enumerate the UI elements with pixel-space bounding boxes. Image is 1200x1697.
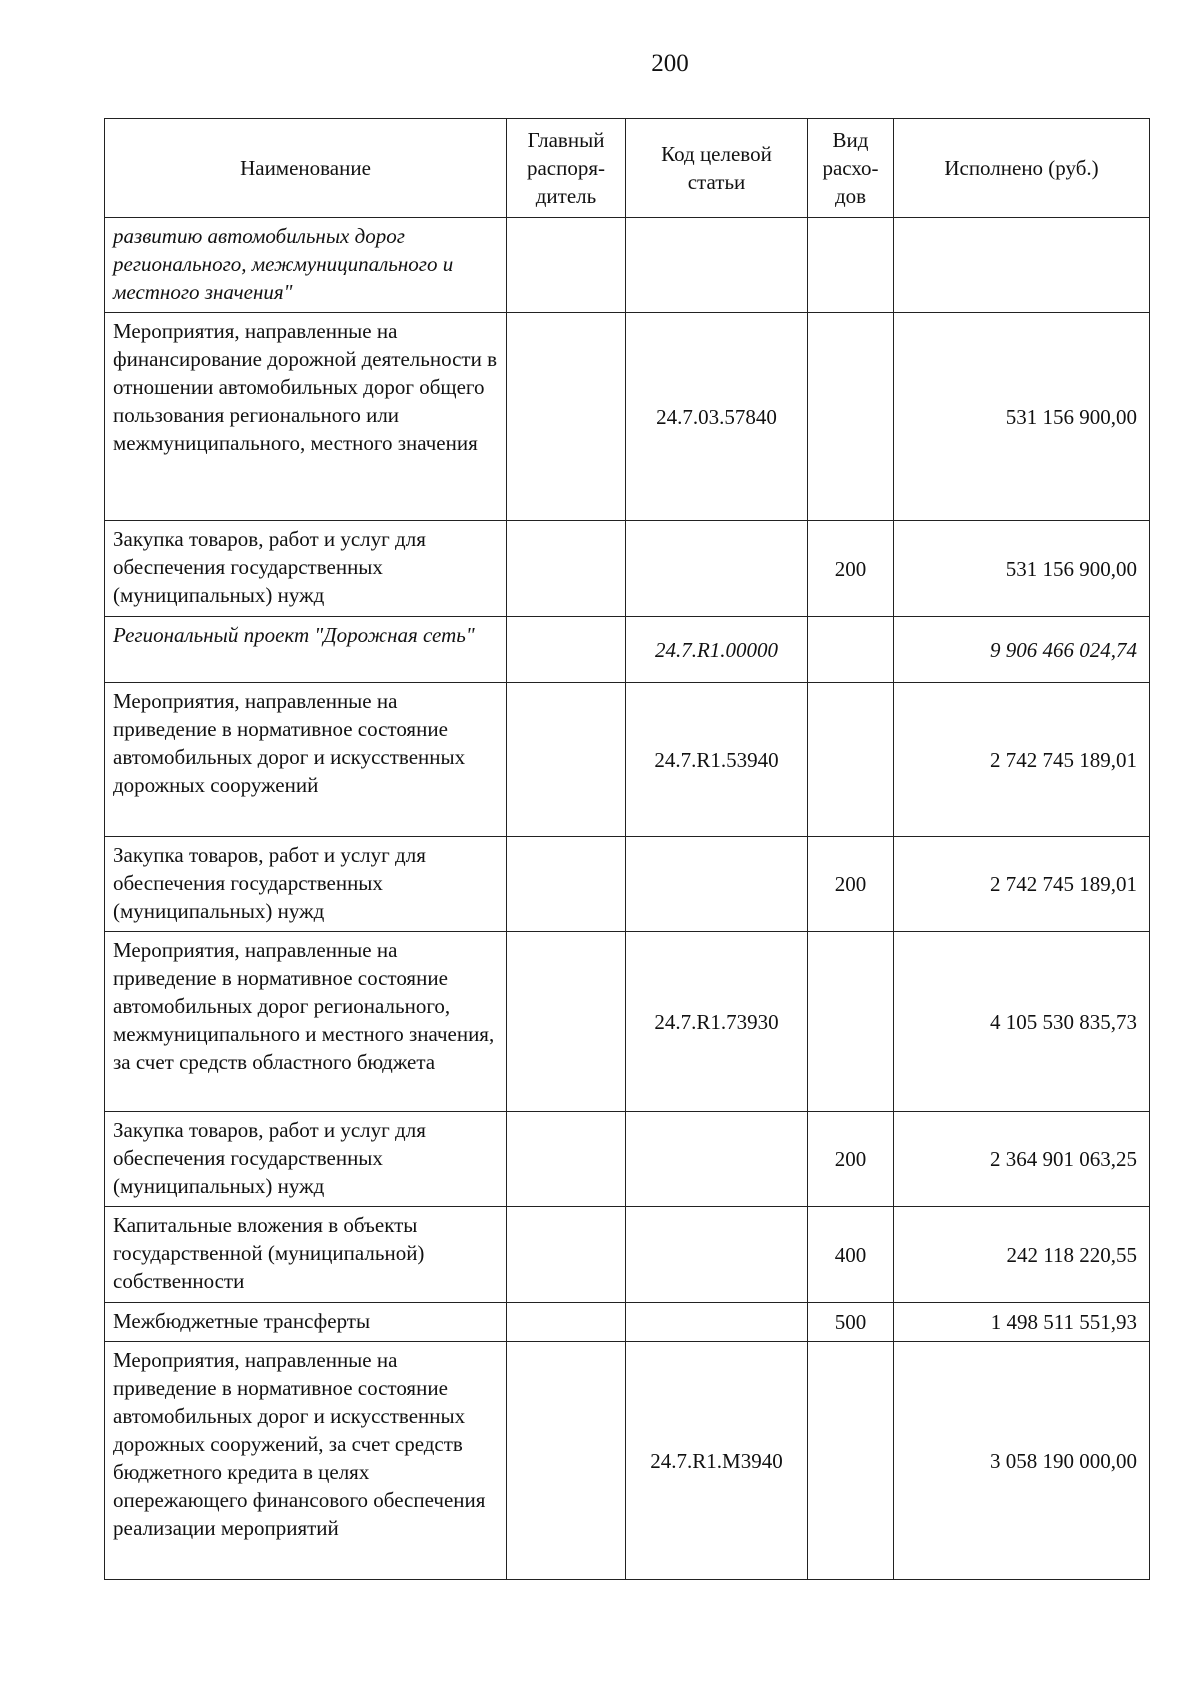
row-name: Мероприятия, направленные на приведение в нормативное состояние автомобильных дорог и искусственных дорожных сооружений, за счет средств бюджетного кредита в целях опережающего финансового обеспечения реализации мероприятий: [105, 1342, 507, 1580]
row-manager: [507, 1303, 626, 1342]
row-kind: [808, 1342, 894, 1580]
row-name: развитию автомобильных дорог регионального, межмуниципального и местного значения": [105, 218, 507, 313]
row-manager: [507, 218, 626, 313]
row-code: [626, 837, 808, 932]
row-kind: 400: [808, 1207, 894, 1303]
header-kind: Вид расхо-дов: [808, 119, 894, 218]
row-code: 24.7.R1.00000: [626, 617, 808, 683]
row-manager: [507, 521, 626, 617]
table-row: [105, 1112, 1150, 1207]
row-amount: 2 364 901 063,25: [894, 1112, 1150, 1207]
row-amount: 531 156 900,00: [894, 521, 1150, 617]
row-amount: 531 156 900,00: [894, 313, 1150, 521]
row-name: Межбюджетные трансферты: [105, 1303, 507, 1342]
row-manager: [507, 1112, 626, 1207]
row-amount: [894, 218, 1150, 313]
row-amount: 242 118 220,55: [894, 1207, 1150, 1303]
row-code: 24.7.03.57840: [626, 313, 808, 521]
row-manager: [507, 683, 626, 837]
row-code: [626, 1207, 808, 1303]
row-code: [626, 218, 808, 313]
table-row: [105, 521, 1150, 617]
row-name: Закупка товаров, работ и услуг для обеспечения государственных (муниципальных) нужд: [105, 521, 507, 617]
row-name: Закупка товаров, работ и услуг для обеспечения государственных (муниципальных) нужд: [105, 1112, 507, 1207]
row-amount: 3 058 190 000,00: [894, 1342, 1150, 1580]
row-kind: [808, 218, 894, 313]
table-row: [105, 1207, 1150, 1303]
row-name: Капитальные вложения в объекты государственной (муниципальной) собственности: [105, 1207, 507, 1303]
budget-table: [104, 118, 1150, 1580]
row-manager: [507, 932, 626, 1112]
row-kind: 200: [808, 1112, 894, 1207]
table-row: [105, 837, 1150, 932]
header-amount: Исполнено (руб.): [894, 119, 1150, 218]
row-code: [626, 1303, 808, 1342]
row-code: 24.7.R1.73930: [626, 932, 808, 1112]
table-row: [105, 617, 1150, 683]
row-kind: 500: [808, 1303, 894, 1342]
table-row: [105, 1342, 1150, 1580]
table-row: [105, 683, 1150, 837]
row-amount: 2 742 745 189,01: [894, 683, 1150, 837]
row-name: Мероприятия, направленные на финансирование дорожной деятельности в отношении автомобильных дорог общего пользования регионального или межмуниципального, местного значения: [105, 313, 507, 521]
row-code: [626, 1112, 808, 1207]
row-kind: 200: [808, 837, 894, 932]
row-name: Региональный проект "Дорожная сеть": [105, 617, 507, 683]
row-manager: [507, 313, 626, 521]
row-name: Мероприятия, направленные на приведение в нормативное состояние автомобильных дорог и искусственных дорожных сооружений: [105, 683, 507, 837]
table-row: [105, 313, 1150, 521]
row-kind: 200: [808, 521, 894, 617]
header-row: [105, 119, 1150, 218]
row-kind: [808, 683, 894, 837]
row-amount: 2 742 745 189,01: [894, 837, 1150, 932]
header-code: Код целевой статьи: [626, 119, 808, 218]
row-manager: [507, 1207, 626, 1303]
table-row: [105, 1303, 1150, 1342]
table-row: [105, 218, 1150, 313]
row-amount: 4 105 530 835,73: [894, 932, 1150, 1112]
row-name: Мероприятия, направленные на приведение в нормативное состояние автомобильных дорог регионального, межмуниципального и местного значения, за счет средств областного бюджета: [105, 932, 507, 1112]
table-row: [105, 932, 1150, 1112]
page-number: 200: [651, 50, 689, 77]
row-manager: [507, 837, 626, 932]
row-kind: [808, 932, 894, 1112]
row-manager: [507, 617, 626, 683]
row-code: [626, 521, 808, 617]
row-code: 24.7.R1.M3940: [626, 1342, 808, 1580]
row-amount: 9 906 466 024,74: [894, 617, 1150, 683]
header-manager: Главный распоря-дитель: [507, 119, 626, 218]
row-amount: 1 498 511 551,93: [894, 1303, 1150, 1342]
row-kind: [808, 313, 894, 521]
row-name: Закупка товаров, работ и услуг для обеспечения государственных (муниципальных) нужд: [105, 837, 507, 932]
header-name: Наименование: [105, 119, 507, 218]
row-code: 24.7.R1.53940: [626, 683, 808, 837]
row-manager: [507, 1342, 626, 1580]
row-kind: [808, 617, 894, 683]
